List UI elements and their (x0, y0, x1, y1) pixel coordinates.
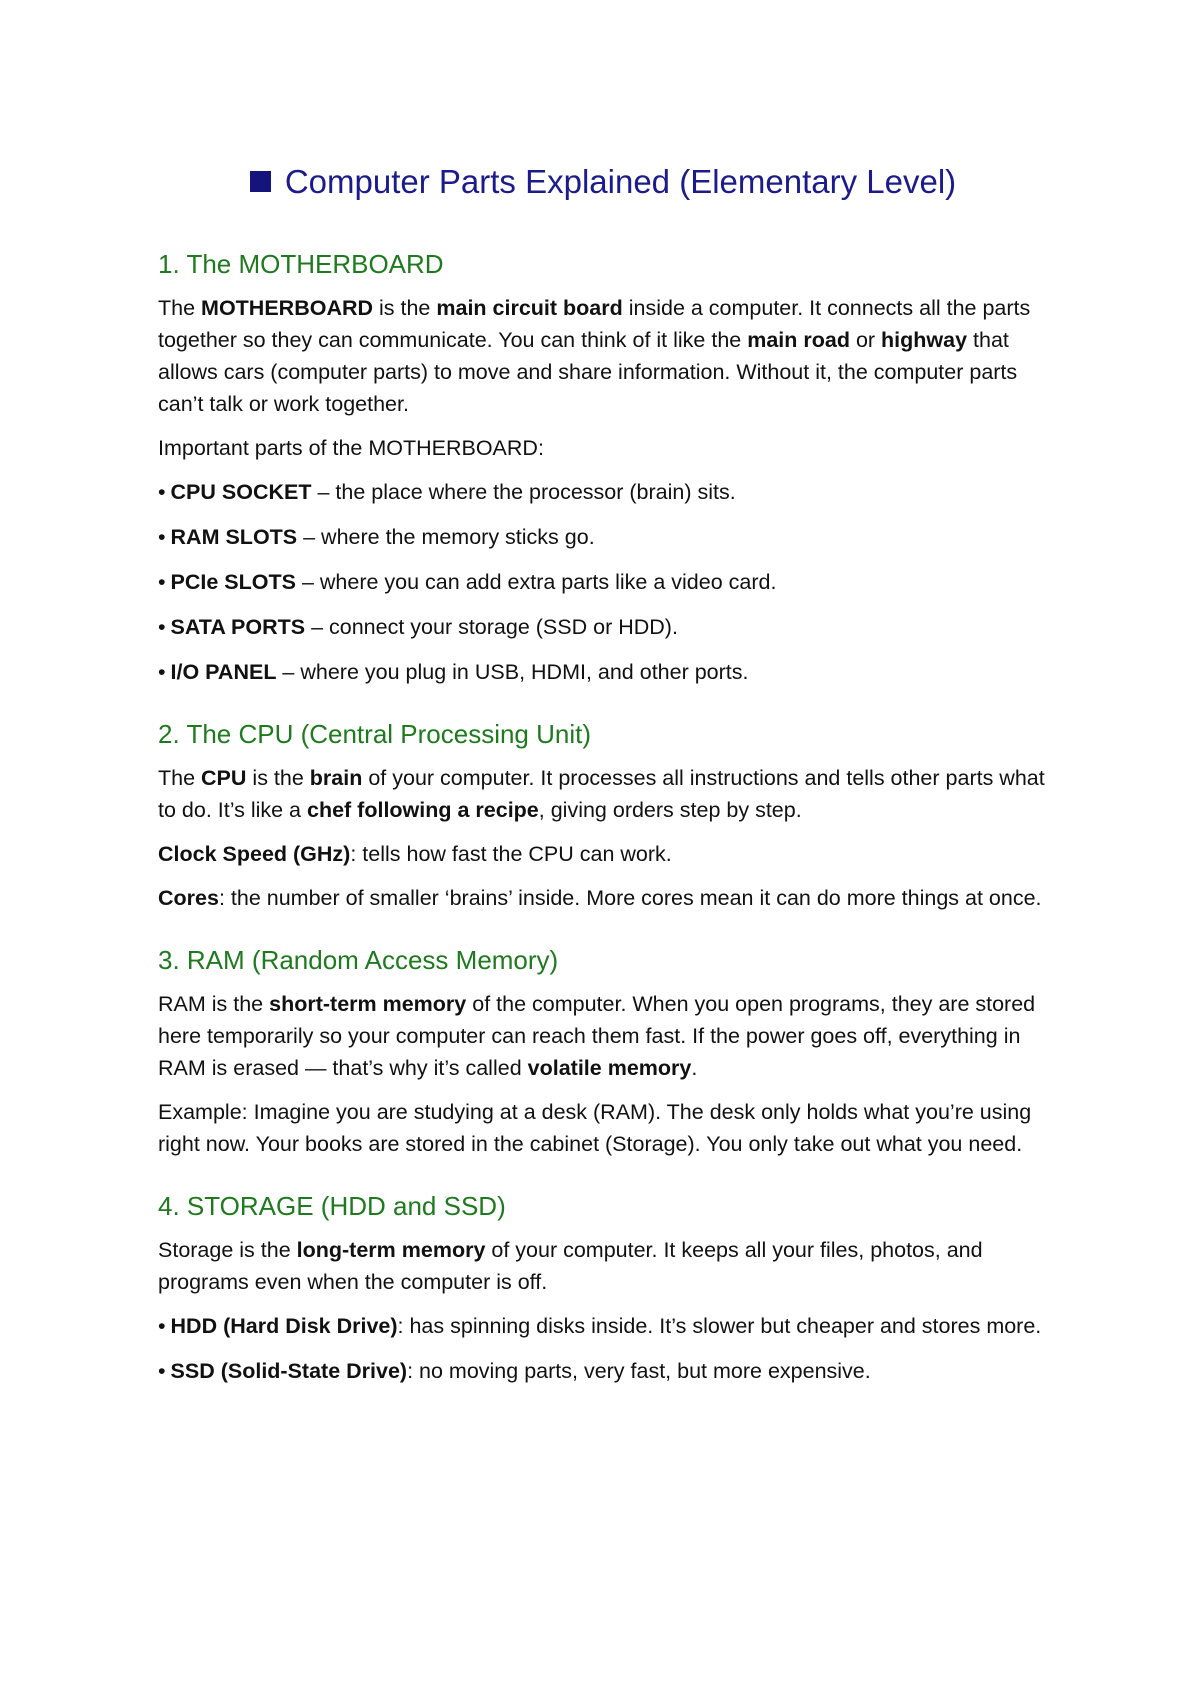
bold-text: main circuit board (436, 296, 623, 320)
text: : no moving parts, very fast, but more expensive. (407, 1359, 871, 1383)
paragraph (158, 882, 1048, 914)
bold-text: Cores (158, 886, 219, 910)
text: – where you plug in USB, HDMI, and other ports. (276, 660, 749, 684)
bold-text: main road (747, 328, 850, 352)
bullet-icon: • (158, 570, 166, 594)
text: or (849, 328, 882, 352)
list-item (158, 1310, 1048, 1342)
section-motherboard (158, 248, 1048, 688)
bold-text: Clock Speed (GHz) (158, 842, 351, 866)
list-item (158, 566, 1048, 598)
bold-text: MOTHERBOARD (201, 296, 374, 320)
bullet-icon: • (158, 480, 166, 504)
section-storage (158, 1190, 1048, 1387)
paragraph (158, 762, 1048, 826)
bold-text: brain (309, 766, 363, 790)
bold-text: PCIe SLOTS (170, 570, 296, 594)
paragraph: Example: Imagine you are studying at a desk (RAM). The desk only holds what you’re using right now. Your books are stored in the cabinet (Storage). You only take out what you need. (158, 1100, 1032, 1156)
bold-text: I/O PANEL (170, 660, 277, 684)
square-icon (250, 171, 271, 192)
paragraph (158, 988, 1048, 1084)
bold-text: HDD (Hard Disk Drive) (170, 1314, 398, 1338)
bold-text: highway (881, 328, 968, 352)
paragraph (158, 838, 1048, 870)
bold-text: long-term memory (296, 1238, 486, 1262)
section-cpu (158, 718, 1048, 914)
page-title (158, 160, 1048, 204)
text: that allows cars (computer parts) to move and share information. Without it, the computer parts can’t talk or work together. (158, 328, 1018, 416)
list-item (158, 1355, 1048, 1387)
bullet-icon: • (158, 660, 166, 684)
list-item (158, 476, 1048, 508)
text: Storage is the (158, 1238, 297, 1262)
bold-text: CPU (201, 766, 247, 790)
text: – the place where the processor (brain) sits. (311, 480, 736, 504)
list-item (158, 656, 1048, 688)
section-heading: 4. STORAGE (HDD and SSD) (158, 1191, 506, 1221)
bullet-icon: • (158, 525, 166, 549)
text: RAM is the (158, 992, 270, 1016)
text: , giving orders step by step. (538, 798, 802, 822)
bold-text: SSD (Solid-State Drive) (170, 1359, 408, 1383)
section-heading: 1. The MOTHERBOARD (158, 249, 444, 279)
text: – where you can add extra parts like a video card. (295, 570, 777, 594)
section-heading: 3. RAM (Random Access Memory) (158, 945, 559, 975)
list-item (158, 521, 1048, 553)
text: inside a computer. It connects all the parts together so they can communicate. You can think of it like the (158, 296, 1031, 352)
paragraph (158, 1234, 1048, 1298)
text: The (158, 766, 202, 790)
bullet-icon: • (158, 1314, 166, 1338)
bold-text: SATA PORTS (170, 615, 306, 639)
list-item (158, 611, 1048, 643)
page-title-text: Computer Parts Explained (Elementary Level) (284, 163, 957, 200)
bold-text: short-term memory (269, 992, 467, 1016)
text: is the (373, 296, 437, 320)
paragraph: Important parts of the MOTHERBOARD: (158, 436, 544, 460)
text: . (691, 1056, 698, 1080)
section-heading: 2. The CPU (Central Processing Unit) (158, 719, 592, 749)
bullet-icon: • (158, 1359, 166, 1383)
bold-text: CPU SOCKET (170, 480, 312, 504)
text: – where the memory sticks go. (297, 525, 595, 549)
text: is the (246, 766, 310, 790)
text: : tells how fast the CPU can work. (350, 842, 672, 866)
text: The (158, 296, 202, 320)
text: : has spinning disks inside. It’s slower but cheaper and stores more. (397, 1314, 1042, 1338)
bold-text: chef following a recipe (307, 798, 539, 822)
paragraph (158, 292, 1048, 420)
section-ram (158, 944, 1048, 1160)
bullet-icon: • (158, 615, 166, 639)
text: of your computer. It processes all instructions and tells other parts what to do. It’s like a (158, 766, 1045, 822)
text: – connect your storage (SSD or HDD). (305, 615, 678, 639)
text: : the number of smaller ‘brains’ inside. More cores mean it can do more things at once. (218, 886, 1042, 910)
bold-text: RAM SLOTS (170, 525, 298, 549)
bold-text: volatile memory (527, 1056, 692, 1080)
text: of your computer. It keeps all your files, photos, and programs even when the computer is off. (158, 1238, 983, 1294)
text: of the computer. When you open programs, they are stored here temporarily so your computer can reach them fast. If the power goes off, everything in RAM is erased — that’s why it’s called (158, 992, 1036, 1080)
